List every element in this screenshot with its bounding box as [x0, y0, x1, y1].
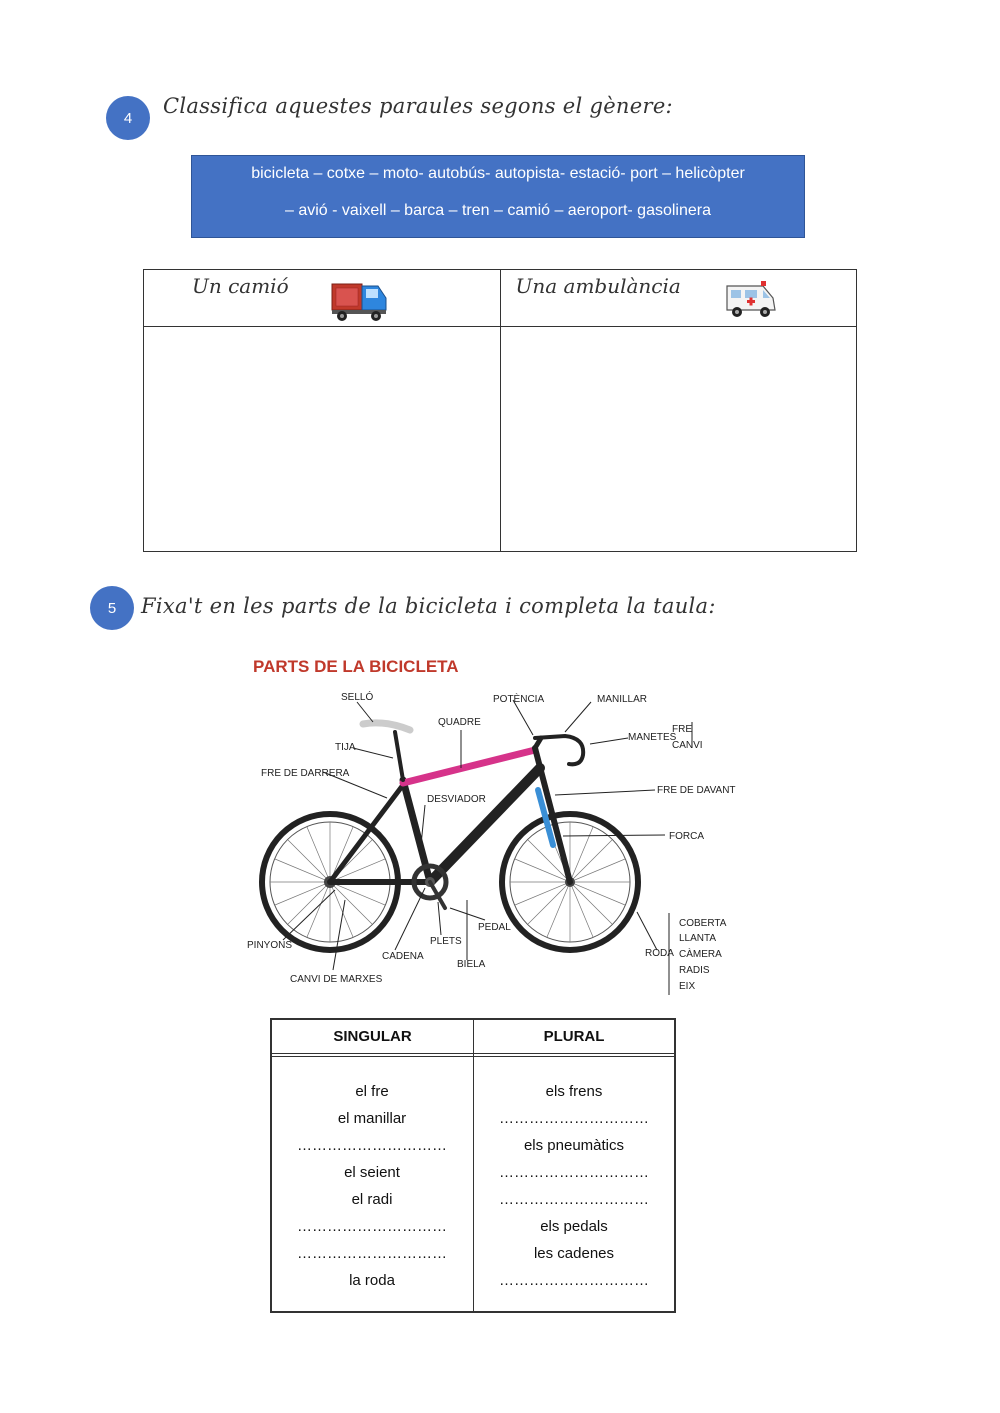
- label-plets: PLETS: [430, 936, 462, 947]
- singular-plural-table: [270, 1018, 676, 1313]
- plural-cell: els frens: [545, 1083, 603, 1100]
- label-cadena: CADENA: [382, 951, 424, 962]
- diagram-title: PARTS DE LA BICICLETA: [253, 657, 459, 676]
- label-fre-darrera: FRE DE DARRERA: [261, 768, 350, 779]
- exercise-number-badge: [90, 586, 134, 630]
- answer-cell-ambulance[interactable]: [500, 327, 857, 552]
- label-biela: BIELA: [457, 959, 486, 970]
- classification-table: [143, 269, 857, 552]
- plural-header: PLURAL: [543, 1028, 605, 1045]
- label-radis: RADIS: [679, 965, 710, 976]
- singular-cell: la roda: [349, 1272, 395, 1289]
- exercise-instruction: Classifica aquestes paraules segons el gènere:: [163, 94, 673, 118]
- column-label: Un camió: [192, 274, 289, 298]
- plural-cell: les cadenes: [533, 1245, 615, 1262]
- label-forca: FORCA: [669, 831, 704, 842]
- label-eix: EIX: [679, 981, 696, 992]
- header-divider: [272, 1056, 674, 1057]
- column-label: Una ambulància: [515, 274, 681, 298]
- label-llanta: LLANTA: [679, 933, 717, 944]
- label-fre-davant: FRE DE DAVANT: [657, 785, 736, 796]
- label-desviador: DESVIADOR: [427, 794, 486, 805]
- label-pedal: PEDAL: [478, 922, 511, 933]
- singular-blank[interactable]: …………………………: [297, 1137, 447, 1154]
- singular-cell: el radi: [351, 1191, 393, 1208]
- singular-header: SINGULAR: [333, 1028, 412, 1045]
- label-canvi-marxes: CANVI DE MARXES: [290, 974, 383, 985]
- singular-cell: el seient: [344, 1164, 400, 1181]
- header-divider: [272, 1053, 674, 1054]
- word-bank-line: bicicleta – cotxe – moto- autobús- autopista- estació- port – helicòpter: [251, 165, 745, 182]
- plural-blank[interactable]: …………………………: [499, 1110, 649, 1127]
- label-sello: SELLÓ: [341, 692, 374, 703]
- label-potencia: POTÈNCIA: [493, 694, 545, 705]
- plural-cell: els pneumàtics: [523, 1137, 625, 1154]
- plural-cell: els pedals: [540, 1218, 608, 1235]
- plural-blank[interactable]: …………………………: [499, 1272, 649, 1289]
- label-fre: FRE: [672, 724, 692, 735]
- label-camera: CÀMERA: [679, 949, 722, 960]
- label-coberta: COBERTA: [679, 918, 727, 929]
- exercise-number-badge: [106, 96, 150, 140]
- word-bank: [191, 155, 805, 238]
- exercise-number: 4: [123, 109, 133, 127]
- plural-blank[interactable]: …………………………: [499, 1164, 649, 1181]
- label-pinyons: PINYONS: [247, 940, 293, 951]
- truck-icon: [330, 276, 390, 322]
- plural-blank[interactable]: …………………………: [499, 1191, 649, 1208]
- exercise-instruction: Fixa't en les parts de la bicicleta i completa la taula:: [141, 594, 716, 618]
- label-manillar: MANILLAR: [597, 694, 648, 705]
- singular-blank[interactable]: …………………………: [297, 1218, 447, 1235]
- bike-frame: [330, 723, 583, 908]
- singular-cell: el fre: [355, 1083, 389, 1100]
- singular-cell: el manillar: [337, 1110, 407, 1127]
- label-manetes: MANETES: [628, 732, 677, 743]
- exercise-number: 5: [107, 599, 117, 617]
- label-tija: TIJA: [335, 742, 356, 753]
- bicycle-parts-diagram: [245, 650, 736, 1000]
- column-header-ambulance: [500, 270, 857, 327]
- label-roda: RODA: [645, 948, 674, 959]
- label-canvi: CANVI: [672, 740, 703, 751]
- column-header-truck: [144, 270, 501, 327]
- label-quadre: QUADRE: [438, 717, 481, 728]
- word-bank-line: – avió - vaixell – barca – tren – camió – aeroport- gasolinera: [285, 202, 711, 219]
- singular-blank[interactable]: …………………………: [297, 1245, 447, 1262]
- ambulance-icon: [723, 278, 779, 320]
- answer-cell-truck[interactable]: [144, 327, 501, 552]
